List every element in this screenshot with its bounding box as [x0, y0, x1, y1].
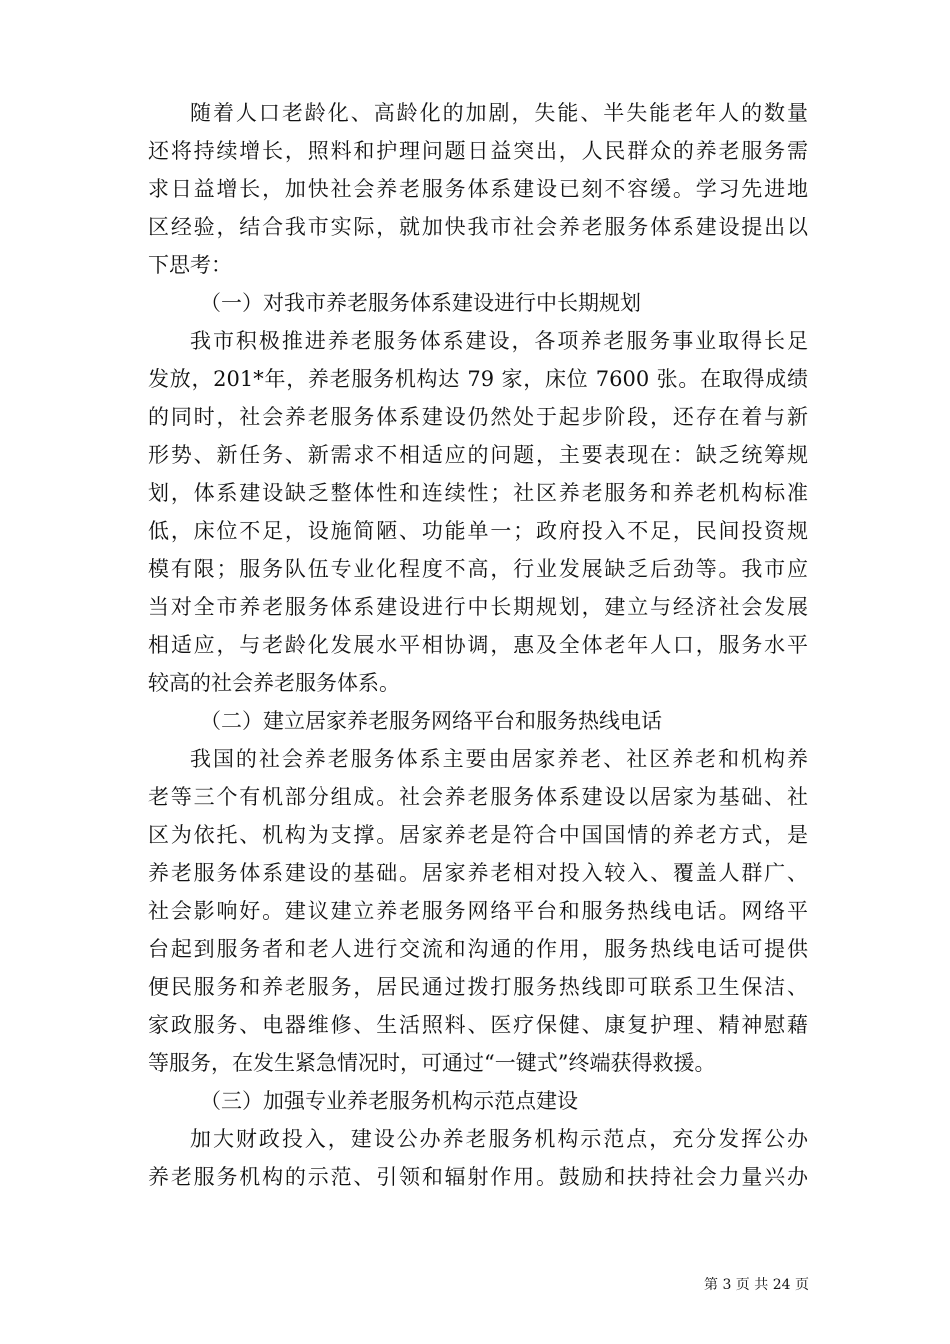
paragraph-2-line-1: 我市积极推进养老服务体系建设，各项养老服务事业取得长足: [190, 329, 808, 353]
document-body: [148, 94, 808, 1196]
paragraph-2-line-8: 当对全市养老服务体系建设进行中长期规划，建立与经济社会发展: [148, 595, 808, 619]
paragraph-3-line-3: 区为依托、机构为支撑。居家养老是符合中国国情的养老方式，是: [148, 823, 808, 847]
paragraph-1-line-3: 求日益增长，加快社会养老服务体系建设已刻不容缓。学习先进地: [148, 177, 808, 201]
section-heading-2: （二）建立居家养老服务网络平台和服务热线电话: [200, 709, 662, 733]
paragraph-2-line-6: 低，床位不足，设施简陋、功能单一；政府投入不足，民间投资规: [148, 519, 808, 543]
paragraph-3-line-8: 家政服务、电器维修、生活照料、医疗保健、康复护理、精神慰藉: [148, 1013, 808, 1037]
page-number-footer: 第 3 页 共 24 页: [704, 1277, 809, 1293]
paragraph-3-line-9: 等服务，在发生紧急情况时，可通过“一键式”终端获得救援。: [148, 1051, 716, 1075]
paragraph-1-line-5: 下思考：: [148, 253, 232, 277]
paragraph-3-line-5: 社会影响好。建议建立养老服务网络平台和服务热线电话。网络平: [148, 899, 808, 923]
paragraph-2-line-10: 较高的社会养老服务体系。: [148, 671, 400, 695]
paragraph-4-line-2: 养老服务机构的示范、引领和辐射作用。鼓励和扶持社会力量兴办: [148, 1165, 808, 1189]
paragraph-2-line-3: 的同时，社会养老服务体系建设仍然处于起步阶段，还存在着与新: [148, 405, 808, 429]
paragraph-3-line-4: 养老服务体系建设的基础。居家养老相对投入较入、覆盖人群广、: [148, 861, 808, 885]
paragraph-2-line-2: 发放，201*年，养老服务机构达 79 家，床位 7600 张。在取得成绩: [148, 367, 808, 391]
paragraph-4-line-1: 加大财政投入，建设公办养老服务机构示范点，充分发挥公办: [190, 1127, 808, 1151]
paragraph-3-line-7: 便民服务和养老服务，居民通过拨打服务热线即可联系卫生保洁、: [148, 975, 808, 999]
paragraph-3-line-1: 我国的社会养老服务体系主要由居家养老、社区养老和机构养: [190, 747, 808, 771]
paragraph-2-line-7: 模有限；服务队伍专业化程度不高，行业发展缺乏后劲等。我市应: [148, 557, 808, 581]
paragraph-1-line-2: 还将持续增长，照料和护理问题日益突出，人民群众的养老服务需: [148, 139, 808, 163]
paragraph-2-line-5: 划，体系建设缺乏整体性和连续性；社区养老服务和养老机构标准: [148, 481, 808, 505]
paragraph-2-line-9: 相适应，与老龄化发展水平相协调，惠及全体老年人口，服务水平: [148, 633, 808, 657]
paragraph-3-line-2: 老等三个有机部分组成。社会养老服务体系建设以居家为基础、社: [148, 785, 808, 809]
section-heading-3: （三）加强专业养老服务机构示范点建设: [200, 1089, 578, 1113]
paragraph-2-line-4: 形势、新任务、新需求不相适应的问题，主要表现在：缺乏统筹规: [148, 443, 808, 467]
paragraph-1-line-1: 随着人口老龄化、高龄化的加剧，失能、半失能老年人的数量: [190, 101, 808, 125]
paragraph-3-line-6: 台起到服务者和老人进行交流和沟通的作用，服务热线电话可提供: [148, 937, 808, 961]
paragraph-1-line-4: 区经验，结合我市实际，就加快我市社会养老服务体系建设提出以: [148, 215, 808, 239]
section-heading-1: （一）对我市养老服务体系建设进行中长期规划: [200, 291, 641, 315]
